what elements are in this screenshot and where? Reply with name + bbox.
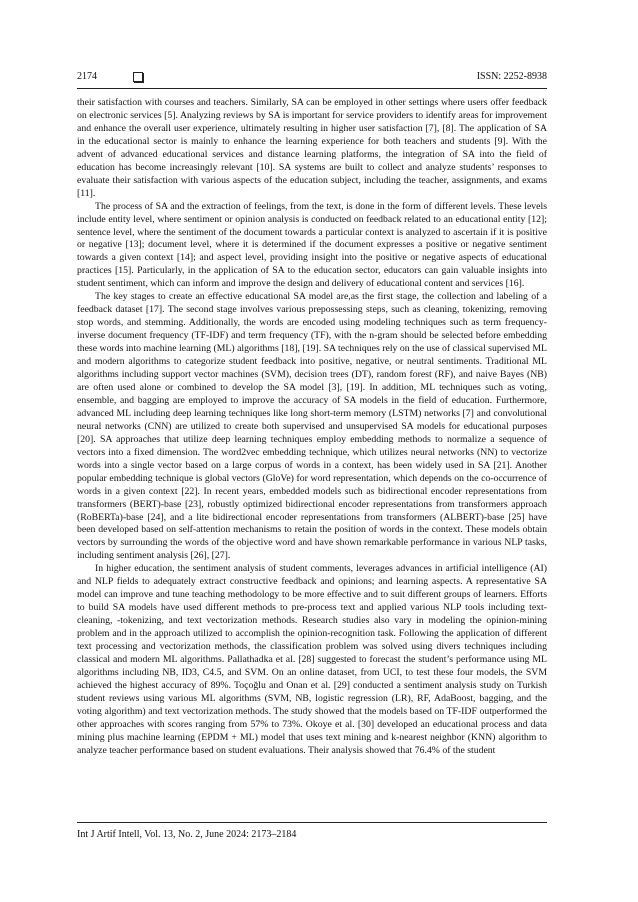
header-rule xyxy=(77,88,547,89)
paragraph: their satisfaction with courses and teachers. Similarly, SA can be employed in other settings where users offer feedback on electronic services [5]. Analyzing reviews by SA is important for service providers to identify areas for improvement and enhance the overall user experience, ultimately resulting in higher user satisfaction [7], [8]. The application of SA in the educational sector is mainly to enhance the learning experience for both teachers and students [9]. With the advent of advanced educational services and distance learning platforms, the integration of SA into the field of education has become increasingly relevant [10]. SA systems are built to collect and analyze students’ responses to evaluate their satisfaction with various aspects of the education subject, including the teacher, assignments, and exams [11]. xyxy=(77,97,547,199)
page-number: 2174 xyxy=(77,71,97,82)
issn-label: ISSN: 2252-8938 xyxy=(476,71,547,82)
body-text xyxy=(77,97,547,758)
box-icon xyxy=(133,72,143,82)
paragraph: The process of SA and the extraction of feelings, from the text, is done in the form of different levels. These levels include entity level, where sentiment or opinion analysis is conducted on feedback related to an educational entity [12]; sentence level, where the sentiment of the document towards a particular context is analyzed to ascertain if it is positive or negative [13]; document level, where it is determined if the document expresses a positive or negative sentiment towards a given context [14]; and aspect level, providing insight into the positive or negative aspects of educational practices [15]. Particularly, in the application of SA to the education sector, educators can gain valuable insights into student sentiment, which can inform and improve the design and delivery of educational content and services [16]. xyxy=(77,200,547,290)
footer-rule xyxy=(77,822,547,823)
footer-citation: Int J Artif Intell, Vol. 13, No. 2, June 2024: 2173–2184 xyxy=(77,829,297,840)
paragraph: In higher education, the sentiment analysis of student comments, leverages advances in artificial intelligence (AI) and NLP fields to adequately extract constructive feedback and opinions; and learning aspects. A representative SA model can improve and tune teaching methodology to be more effective and to suit different groups of learners. Efforts to build SA models have used different methods to pre-process text and applied various NLP tools including text-cleaning, -tokenizing, and text vectorization methods. Research studies also vary in modeling the opinion-mining problem and in the approach utilized to accomplish the opinion-recognition task. Following the application of different text processing and vectorization methods, the classification problem was solved using divers techniques including classical and modern ML algorithms. Pallathadka et al. [28] suggested to forecast the student’s performance using ML algorithms including NB, ID3, C4.5, and SVM. On an online dataset, from UCI, to test these four models, the SVM achieved the highest accuracy of 89%. Toçoğlu and Onan et al. [29] conducted a sentiment analysis study on Turkish student reviews using various ML algorithms (SVM, NB, logistic regression (LR), RF, AdaBoost, bagging, and the voting algorithm) and text vectorization methods. The study showed that the models based on TF-IDF outperformed the other approaches with scores ranging from 57% to 73%. Okoye et al. [30] developed an educational process and data mining plus machine learning (EPDM + ML) model that uses text mining and k-nearest neighbor (KNN) algorithm to analyze teacher performance based on student evaluations. Their analysis showed that 76.4% of the student xyxy=(77,563,547,756)
paragraph: The key stages to create an effective educational SA model are,as the first stage, the collection and labeling of a feedback dataset [17]. The second stage involves various prepossessing steps, such as cleaning, tokenizing, removing stop words, and stemming. Additionally, the words are encoded using modeling techniques such as term frequency-inverse document frequency (TF-IDF) and term frequency (TF), with the n-gram should be selected before embedding these words into machine learning (ML) algorithms [18], [19]. SA techniques rely on the use of classical supervised ML and modern algorithms to categorize student feedback into positive, negative, or neutral sentiments. Traditional ML algorithms including support vector machines (SVM), decision trees (DT), random forest (RF), and naive Bayes (NB) are often used alone or combined to develop the SA model [3], [19]. In addition, ML techniques such as voting, ensemble, and bagging are employed to improve the accuracy of SA models in the field of education. Furthermore, advanced ML including deep learning techniques like long short-term memory (LSTM) networks [7] and convolutional neural networks (CNN) are utilized to create both supervised and unsupervised SA models for educational purposes [20]. SA approaches that utilize deep learning techniques employ embedding methods to normalize a sequence of vectors into a fixed dimension. The word2vec embedding technique, which utilizes neural networks (NN) to vectorize words into a single vector based on a large corpus of words in a context, has been widely used in SA [21]. Another popular embedding technique is global vectors (GloVe) for word representation, which depends on the co-occurrence of words in a given context [22]. In recent years, embedded models such as bidirectional encoder representations from transformers (BERT)-base [23], robustly optimized bidirectional encoder representations from transformers approach (RoBERTa)-base [24], and a lite bidirectional encoder representations from transformers (ALBERT)-base [25] have been developed based on self-attention mechanisms to retain the position of words in the context. These models obtain vectors by surrounding the words of the objective word and have shown remarkable performance in various NLP tasks, including sentiment analysis [26], [27]. xyxy=(77,291,547,562)
running-header xyxy=(77,71,547,85)
